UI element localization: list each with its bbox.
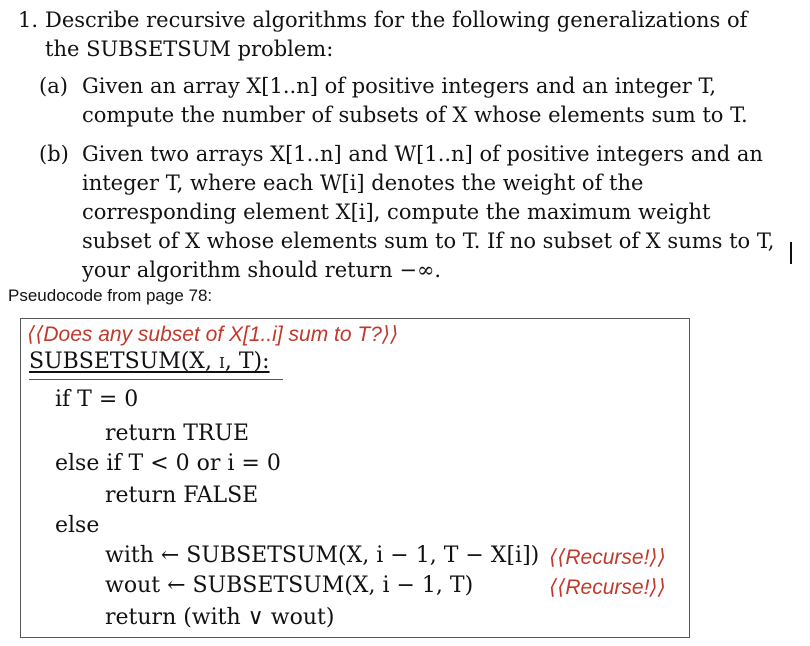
- part-b-label: (b): [39, 142, 69, 166]
- header-rule: [29, 379, 283, 380]
- recurse-comment-2: ⟨⟨Recurse!⟩⟩: [549, 576, 666, 599]
- part-a: [39, 72, 778, 130]
- function-header: SUBSETSUM(X, i, T):: [29, 349, 270, 374]
- recurse-comment-1: ⟨⟨Recurse!⟩⟩: [549, 546, 666, 569]
- problem-statement: [18, 6, 778, 285]
- part-b-text: Given two arrays X[1..n] and W[1..n] of positive integers and an integer T, where each W[i] denotes the weight of the corresponding element X[i], compute the maximum weight subset of X whose elements sum to T. If no subset of X sums to T, your algorithm should return −∞.: [82, 142, 775, 282]
- code-line-6: with ← SUBSETSUM(X, i − 1, T − X[i]): [105, 543, 540, 568]
- part-b: [39, 140, 778, 285]
- code-line-3: else if T < 0 or i = 0: [55, 451, 281, 476]
- code-line-4: return FALSE: [105, 483, 259, 508]
- code-line-8: return (with ∨ wout): [105, 605, 335, 630]
- text-cursor: [790, 242, 792, 264]
- code-line-2: return TRUE: [105, 421, 250, 446]
- pseudocode-caption: Pseudocode from page 78:: [8, 286, 213, 305]
- pseudocode-comment: ⟨⟨Does any subset of X[1..i] sum to T?⟩⟩: [27, 323, 399, 346]
- code-line-5: else: [55, 513, 100, 538]
- part-a-text: Given an array X[1..n] of positive integers and an integer T, compute the number of subsets of X whose elements sum to T.: [82, 74, 748, 127]
- code-line-1: if T = 0: [55, 387, 139, 412]
- problem-intro: Describe recursive algorithms for the following generalizations of the SUBSETSUM problem:: [45, 8, 748, 61]
- problem-number: 1.: [18, 8, 39, 32]
- pseudocode-box: [20, 318, 690, 638]
- part-a-label: (a): [39, 74, 68, 98]
- code-line-7: wout ← SUBSETSUM(X, i − 1, T): [105, 573, 474, 598]
